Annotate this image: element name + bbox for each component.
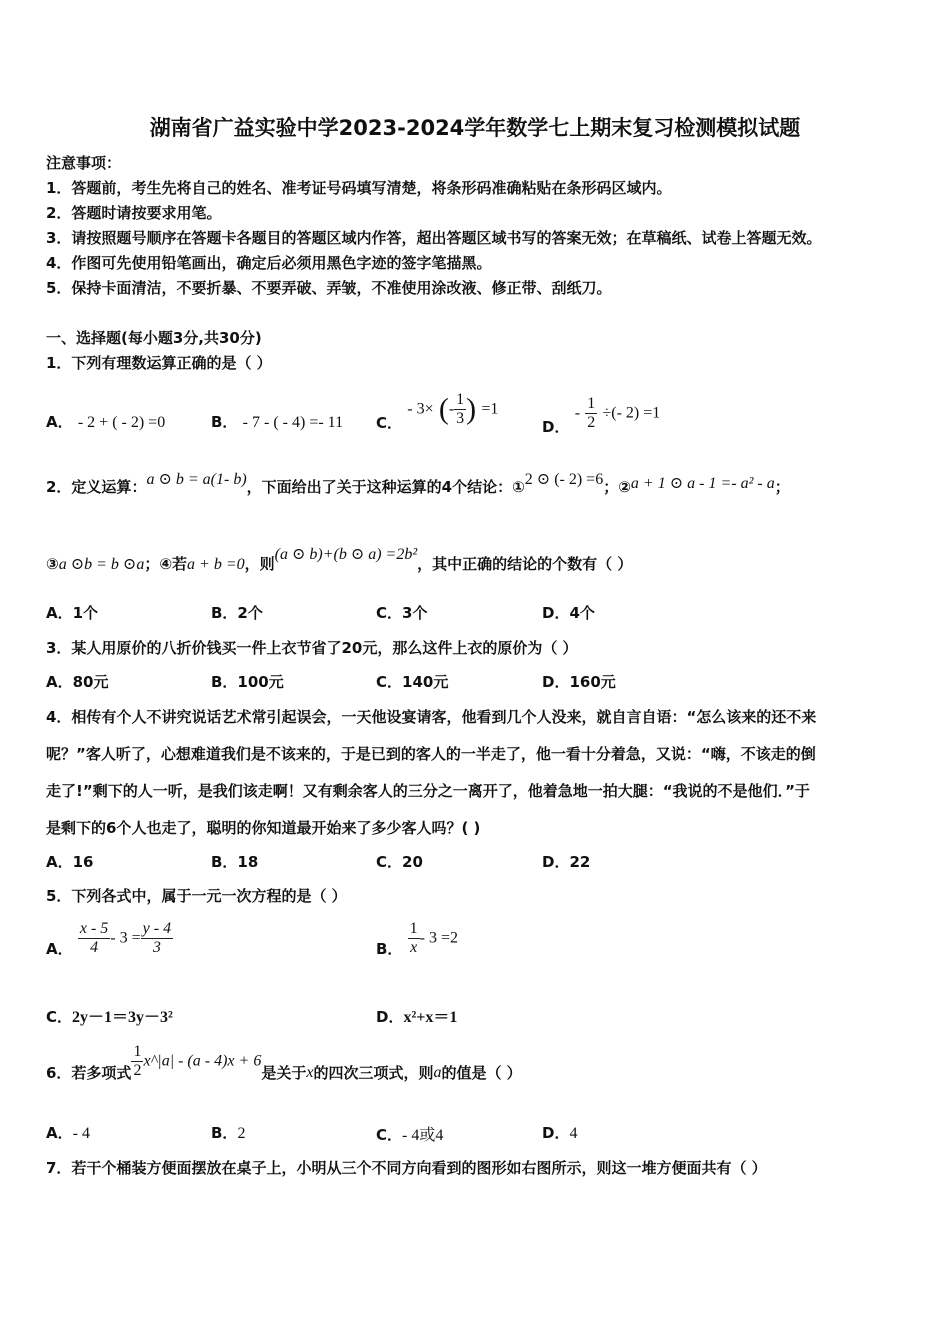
q5-stem: 5．下列各式中，属于一元一次方程的是（ ） [46, 887, 347, 905]
q5-option-b: B． $\frac{1}{x}$ - 3 =2 [376, 920, 459, 958]
q4-line: 走了!”剩下的人一听，是我们该走啊！又有剩余客人的三分之一离开了，他着急地一拍大腿：“我说的不是他们．”于 [46, 782, 810, 800]
q4-line: 呢？”客人听了，心想难道我们是不该来的，于是已到的客人的一半走了，他一看十分着急，又说：“嗨，不该走的倒 [46, 745, 816, 763]
q5-option-c: C．2y－1＝3y－3² [46, 1008, 173, 1026]
notice-heading: 注意事项： [46, 154, 122, 172]
q1-option-a: A． - 2 + ( - 2) =0 [46, 413, 166, 431]
notice-item: 5．保持卡面清洁，不要折暴、不要弄破、弄皱，不准使用涂改液、修正带、刮纸刀。 [46, 279, 612, 297]
q4-line: 是剩下的6个人也走了，聪明的你知道最开始来了多少客人吗？( ) [46, 819, 481, 837]
q4-option-d: D．22 [542, 853, 591, 871]
q2-line1: 2．定义运算：a ⊙ b = a(1- b)，下面给出了关于这种运算的4个结论：①2 ⊙ (- 2) =6；②a + 1 ⊙ a - 1 =- a² - a； [46, 471, 790, 496]
q2-line2: ③a ⊙b = b ⊙a；④若a + b =0，则(a ⊙ b)+(b ⊙ a) =2b²，其中正确的结论的个数有（ ） [46, 546, 633, 573]
q2-option-d: D．4个 [542, 604, 595, 622]
q4-option-a: A．16 [46, 853, 94, 871]
q5-option-d: D．x²+x＝1 [376, 1008, 458, 1026]
section-heading: 一、选择题(每小题3分,共30分) [46, 329, 262, 347]
q4-line: 4．相传有个人不讲究说话艺术常引起误会，一天他设宴请客，他看到几个人没来，就自言自语：“怎么该来的还不来 [46, 708, 817, 726]
q3-stem: 3．某人用原价的八折价钱买一件上衣节省了20元，那么这件上衣的原价为（ ） [46, 639, 578, 657]
notice-item: 4．作图可先使用铅笔画出，确定后必须用黑色字迹的签字笔描黑。 [46, 254, 492, 272]
q3-option-b: B．100元 [211, 673, 284, 691]
q2-option-b: B．2个 [211, 604, 263, 622]
q3-option-d: D．160元 [542, 673, 616, 691]
q5-option-a: A． $\frac{x - 5}{4}$ - 3 = $\frac{y - 4}{3}$ [46, 920, 172, 958]
q6-option-b: B．2 [211, 1124, 246, 1142]
q6-option-a: A．- 4 [46, 1124, 90, 1142]
q6-option-d: D．4 [542, 1124, 578, 1142]
q2-option-a: A．1个 [46, 604, 99, 622]
q4-option-c: C．20 [376, 853, 423, 871]
q1-option-c: C． - 3× (- $\frac{1}{3}$ ) =1 [376, 391, 499, 432]
page-title: 湖南省广益实验中学2023-2024学年数学七上期末复习检测模拟试题 [149, 116, 801, 140]
q4-option-b: B．18 [211, 853, 259, 871]
q2-option-c: C．3个 [376, 604, 428, 622]
q6-stem: 6．若多项式 $\frac{1}{2}$ x^|a| - (a - 4)x + 6是关于x的四次三项式，则a的值是（ ） [46, 1043, 522, 1082]
notice-item: 1．答题前，考生先将自己的姓名、准考证号码填写清楚，将条形码准确粘贴在条形码区域内。 [46, 179, 672, 197]
q3-option-a: A．80元 [46, 673, 109, 691]
q1-option-d: D． - $\frac{1}{2}$ ÷(- 2) =1 [542, 395, 661, 436]
q7-stem: 7．若干个桶装方便面摆放在桌子上，小明从三个不同方向看到的图形如右图所示，则这一堆方便面共有（ ） [46, 1159, 767, 1177]
notice-item: 2．答题时请按要求用笔。 [46, 204, 222, 222]
q3-option-c: C．140元 [376, 673, 449, 691]
q1-option-b: B． - 7 - ( - 4) =- 11 [211, 413, 344, 431]
notice-item: 3．请按照题号顺序在答题卡各题目的答题区域内作答，超出答题区域书写的答案无效；在草稿纸、试卷上答题无效。 [46, 229, 822, 247]
q1-stem: 1．下列有理数运算正确的是（ ） [46, 354, 272, 372]
q6-option-c: C．- 4或4 [376, 1126, 444, 1144]
